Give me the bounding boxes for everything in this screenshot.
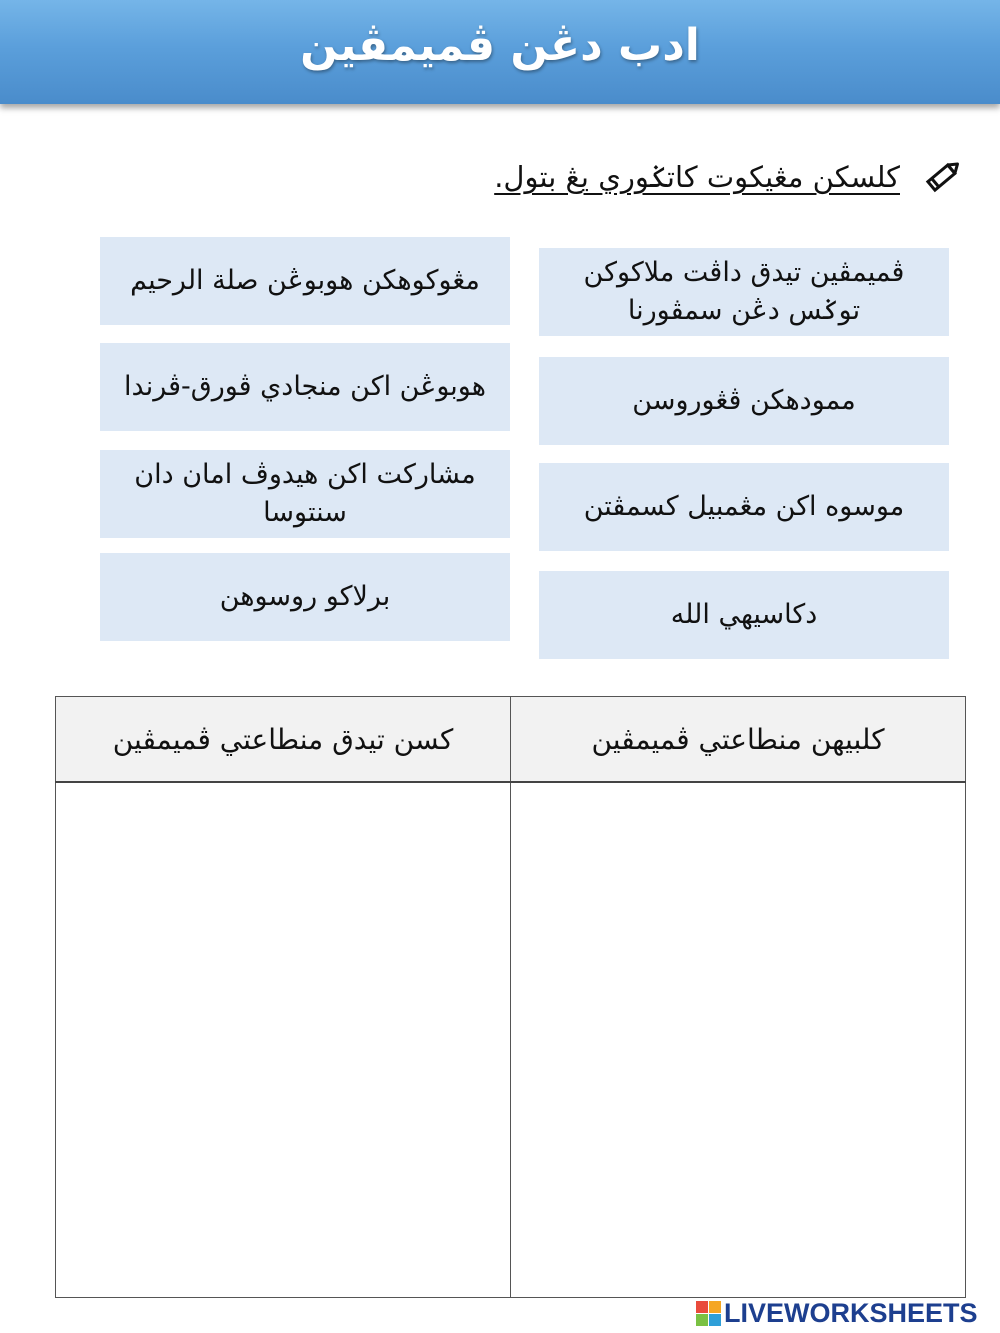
sort-card-left-2[interactable]: هوبوڠن اكن منجادي ڤورق-ڤرندا: [100, 343, 510, 431]
instruction-text: كلسكن مڠيكوت كاتݢوري يڠ بتول.: [494, 160, 900, 194]
sort-card-right-2[interactable]: ممودهكن ڤڠوروسن: [539, 357, 949, 445]
sort-card-right-4[interactable]: دكاسيهي الله: [539, 571, 949, 659]
pencil-icon: [924, 158, 964, 194]
sort-card-left-4[interactable]: برلاكو روسوهن: [100, 553, 510, 641]
sort-card-right-1[interactable]: ڤميمڤين تيدق داڤت ملاكوكن توݢس دڠن سمڤورنا: [539, 248, 949, 336]
page-title: ادب دڠن ڤميمڤين: [300, 20, 700, 71]
column-header-disadvantages: كسن تيدق منطاعتي ڤميمڤين: [56, 697, 511, 783]
sort-card-left-3[interactable]: مشاركت اكن هيدوڤ امان دان سنتوسا: [100, 450, 510, 538]
sorting-table: [55, 696, 966, 1298]
liveworksheets-logo: [696, 1298, 978, 1329]
sort-card-left-1[interactable]: مڠوكوهكن هوبوڠن صلة الرحيم: [100, 237, 510, 325]
column-header-advantages: كلبيهن منطاعتي ڤميمڤين: [511, 697, 966, 783]
logo-badge-icon: [696, 1301, 721, 1326]
drop-zone-disadvantages[interactable]: [56, 782, 511, 1298]
sort-card-right-3[interactable]: موسوه اكن مڠمبيل كسمڤتن: [539, 463, 949, 551]
title-banner: [0, 0, 1000, 104]
logo-text: LIVEWORKSHEETS: [724, 1298, 978, 1328]
drop-zone-advantages[interactable]: [511, 782, 966, 1298]
